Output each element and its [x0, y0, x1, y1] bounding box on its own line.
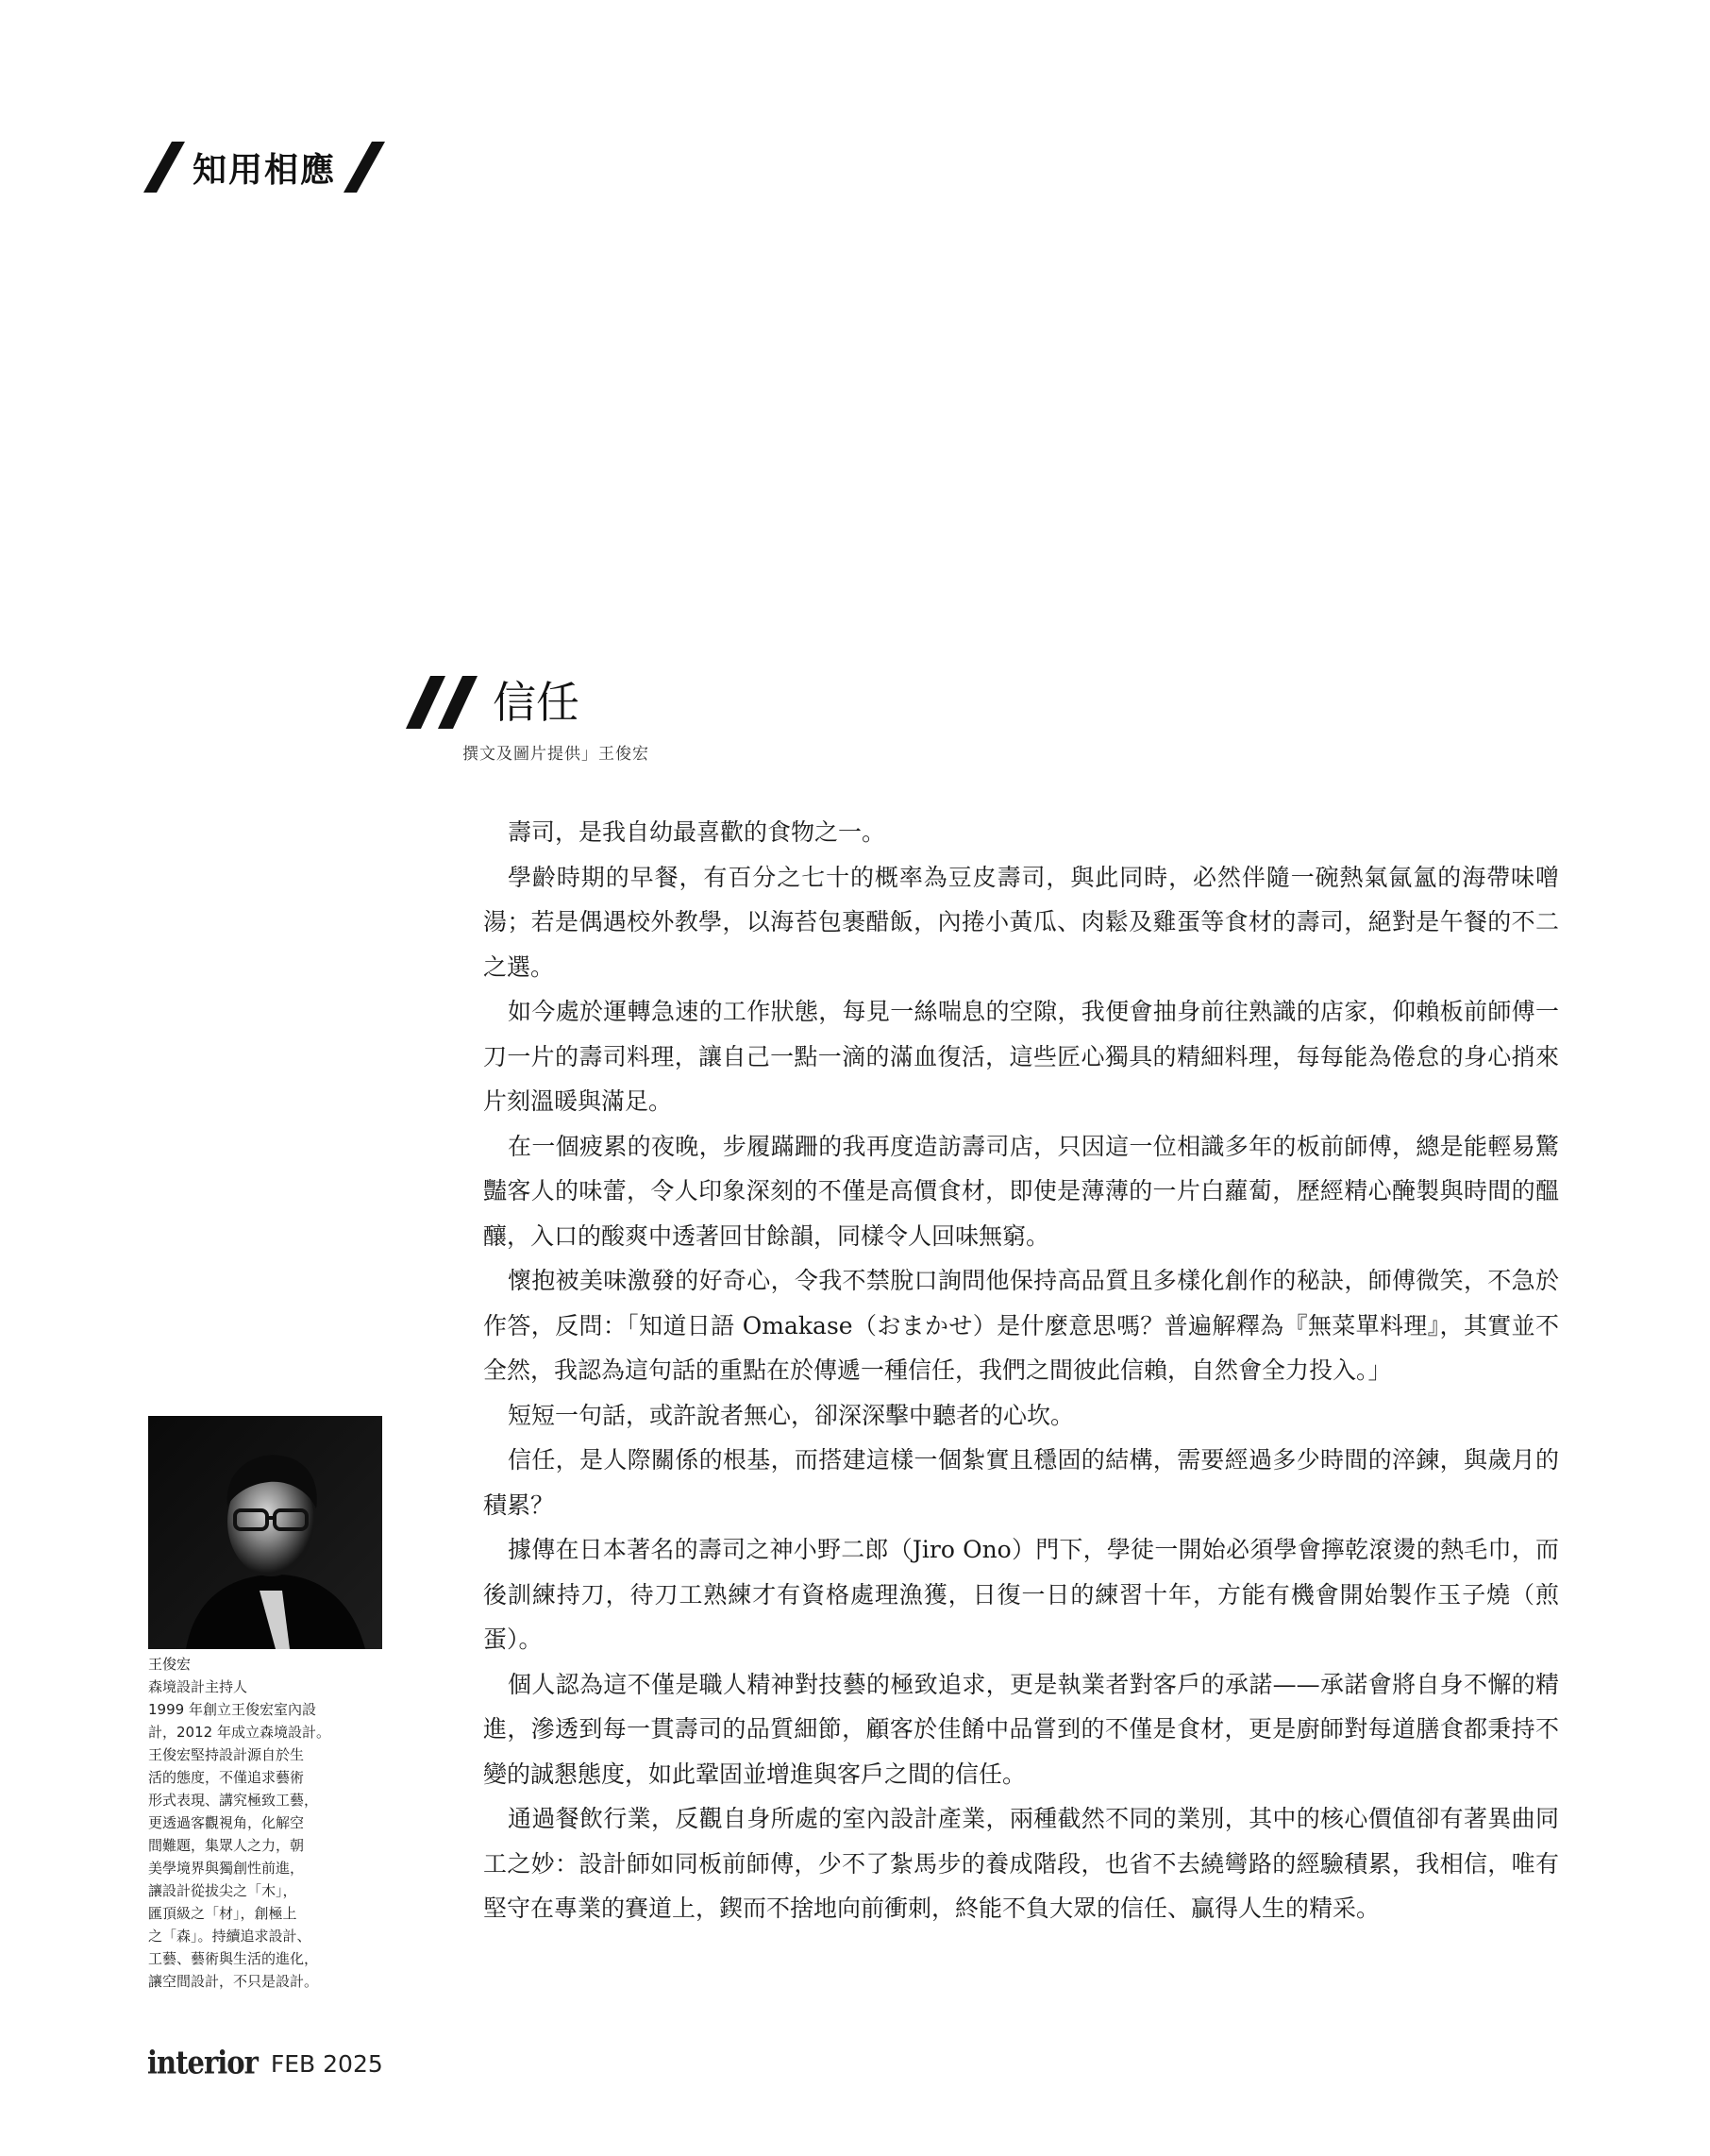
article-paragraph: 短短一句話，或許說者無心，卻深深擊中聽者的心坎。	[508, 1401, 1075, 1429]
slash-mark-right	[344, 142, 385, 193]
bio-line: 計，2012 年成立森境設計。	[148, 1724, 330, 1741]
article-paragraph: 如今處於運轉急速的工作狀態，每見一絲喘息的空隙，我便會抽身前往熟識的店家，仰賴板前師傅一刀一片的壽司料理，讓自己一點一滴的滿血復活，這些匠心獨具的精細料理，每每能為倦怠的身心捎來片刻溫暖與滿足。	[483, 998, 1559, 1115]
article-body	[483, 810, 1559, 1931]
article-paragraph: 個人認為這不僅是職人精神對技藝的極致追求，更是執業者對客戶的承諾——承諾會將自身不懈的精進，滲透到每一貫壽司的品質細節，顧客於佳餚中品嘗到的不僅是食材，更是廚師對每道膳食都秉持不變的誠懇態度，如此鞏固並增進與客戶之間的信任。	[483, 1670, 1559, 1788]
bio-line: 王俊宏堅持設計源自於生	[148, 1746, 305, 1763]
bio-line: 活的態度，不僅追求藝術	[148, 1769, 305, 1786]
article-paragraph: 據傳在日本著名的壽司之神小野二郎（Jiro Ono）門下，學徒一開始必須學會擰乾滾燙的熱毛巾，而後訓練持刀，待刀工熟練才有資格處理漁獲，日復一日的練習十年，方能有機會開始製作玉子燒（煎蛋）。	[483, 1536, 1559, 1653]
bio-line: 工藝、藝術與生活的進化，	[148, 1950, 319, 1967]
bio-line: 讓空間設計，不只是設計。	[148, 1973, 319, 1990]
bio-line: 匯頂級之「材」，創極上	[148, 1905, 297, 1922]
article-credit: 撰文及圖片提供」王俊宏	[462, 745, 649, 764]
bio-line: 讓設計從拔尖之「木」，	[148, 1882, 297, 1899]
page-footer	[147, 2044, 383, 2084]
bio-line: 更透過客觀視角，化解空	[148, 1814, 305, 1831]
double-slash-icon	[406, 676, 481, 729]
author-role: 森境設計主持人	[148, 1678, 248, 1695]
bio-line: 形式表現、講究極致工藝，	[148, 1792, 319, 1809]
article-paragraph: 壽司，是我自幼最喜歡的食物之一。	[508, 818, 886, 846]
bio-line: 間難題，集眾人之力，朝	[148, 1837, 305, 1854]
article-paragraph: 在一個疲累的夜晚，步履蹣跚的我再度造訪壽司店，只因這一位相識多年的板前師傅，總是能輕易驚豔客人的味蕾，令人印象深刻的不僅是高價食材，即使是薄薄的一片白蘿蔔，歷經精心醃製與時間的醞釀，入口的酸爽中透著回甘餘韻，同樣令人回味無窮。	[483, 1132, 1559, 1250]
magazine-logo: interior	[147, 2044, 258, 2081]
bio-line: 1999 年創立王俊宏室內設	[148, 1701, 316, 1718]
article-title-block	[406, 672, 579, 733]
article-title: 信任	[493, 677, 579, 728]
author-portrait-image	[148, 1416, 382, 1649]
bio-line: 之「森」。持續追求設計、	[148, 1928, 311, 1945]
article-paragraph: 學齡時期的早餐，有百分之七十的概率為豆皮壽司，與此同時，必然伴隨一碗熱氣氤氳的海帶味噌湯；若是偶遇校外教學，以海苔包裹醋飯，內捲小黃瓜、肉鬆及雞蛋等食材的壽司，絕對是午餐的不二之選。	[483, 863, 1559, 981]
issue-date: FEB 2025	[270, 2050, 383, 2078]
article-paragraph: 通過餐飲行業，反觀自身所處的室內設計產業，兩種截然不同的業別，其中的核心價值卻有著異曲同工之妙：設計師如同板前師傅，少不了紮馬步的養成階段，也省不去繞彎路的經驗積累，我相信，唯有堅守在專業的賽道上，鍥而不捨地向前衝刺，終能不負大眾的信任、贏得人生的精采。	[483, 1805, 1559, 1922]
bio-line: 美學境界與獨創性前進，	[148, 1860, 305, 1877]
section-tag-label: 知用相應	[193, 150, 337, 190]
author-bio	[148, 1653, 384, 1993]
article-paragraph: 懷抱被美味激發的好奇心，令我不禁脫口詢問他保持高品質且多樣化創作的秘訣，師傅微笑，不急於作答，反問：「知道日語 Omakase（おまかせ）是什麼意思嗎？普遍解釋為『無菜單料理』，其實並不全然，我認為這句話的重點在於傳遞一種信任，我們之間彼此信賴，自然會全力投入。」	[483, 1267, 1559, 1384]
author-portrait	[148, 1416, 382, 1649]
slash-mark-left	[143, 142, 185, 193]
section-tag	[143, 142, 385, 193]
author-name: 王俊宏	[148, 1656, 192, 1673]
article-paragraph: 信任，是人際關係的根基，而搭建這樣一個紮實且穩固的結構，需要經過多少時間的淬鍊，與歲月的積累？	[483, 1446, 1559, 1519]
